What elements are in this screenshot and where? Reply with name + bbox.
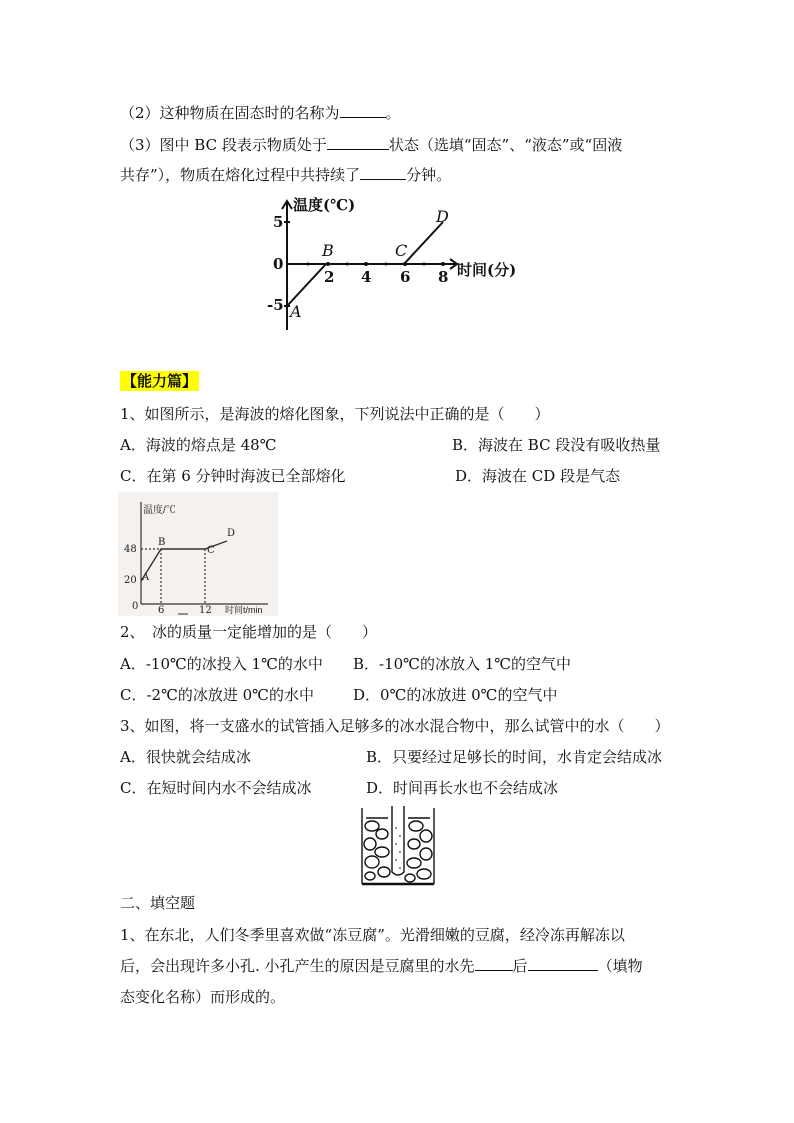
question-3-end: 分钟。 (406, 166, 452, 184)
ice-chunk (365, 872, 375, 880)
question-3-text-2: 共存”），物质在熔化过程中共持续了 (120, 166, 361, 184)
question-2-end: 。 (385, 104, 401, 122)
question-3-text: （3）图中 BC 段表示物质处于 (120, 136, 327, 154)
x-tick-label: 12 (199, 605, 212, 616)
x-tick-dot (307, 263, 310, 266)
ice-chunk (365, 856, 379, 868)
problem-2-option-d[interactable]: D．0℃的冰放进 0℃的空气中 (353, 686, 558, 704)
problem-1-option-a[interactable]: A．海波的熔点是 48℃ (120, 436, 277, 454)
water-dot (395, 843, 397, 845)
melting-chart-2 (118, 492, 278, 616)
y-axis-label: 温度/℃ (143, 505, 176, 516)
x-tick-label: 8 (438, 268, 449, 286)
y-tick-label: 48 (124, 544, 137, 555)
x-tick-label: 2 (324, 268, 335, 286)
question-3-line-1 (120, 135, 622, 155)
water-dot (395, 859, 397, 861)
point-label-a: A (142, 572, 150, 583)
question-3-text-cont: 状态（选填“固态”、“液态”或“固液 (388, 136, 623, 154)
problem-3-stem: 3、如图，将一支盛水的试管插入足够多的冰水混合物中，那么试管中的水（ ） (120, 717, 670, 735)
problem-1-option-d[interactable]: D．海波在 CD 段是气态 (455, 467, 621, 485)
x-tick-label: 4 (361, 268, 372, 286)
problem-1-stem: 1、如图所示，是海波的熔化图象，下列说法中正确的是（ ） (120, 405, 550, 423)
melting-chart-1 (260, 192, 540, 337)
x-tick-label: 6 (158, 605, 165, 616)
ability-heading: 【能力篇】 (122, 372, 198, 390)
x-tick-dot (346, 263, 349, 266)
x-tick-dot (423, 263, 426, 266)
y-tick-label: 20 (124, 575, 137, 586)
ice-chunk (407, 858, 421, 868)
fill-1-line-1: 1、在东北，人们冬季里喜欢做“冻豆腐”。光滑细嫩的豆腐，经冷冻再解冻以 (120, 926, 625, 944)
ice-chunk (408, 839, 420, 849)
ice-chunk (417, 869, 431, 879)
question-2-text: （2）这种物质在固态时的名称为 (120, 104, 340, 122)
x-axis-label: 时间t/min (225, 605, 263, 615)
water-dot (399, 851, 401, 853)
point-label-d: D (227, 528, 236, 539)
ice-chunk (375, 847, 389, 857)
problem-1-option-b[interactable]: B．海波在 BC 段没有吸收热量 (452, 436, 661, 454)
problem-1-option-c[interactable]: C．在第 6 分钟时海波已全部熔化 (120, 467, 346, 485)
y-tick-label: 0 (273, 255, 284, 273)
ice-chunk (378, 867, 390, 877)
y-tick-label: -5 (267, 296, 284, 314)
answer-blank[interactable] (360, 165, 406, 180)
x-axis-label: 时间(分) (457, 261, 517, 279)
point-label-c: C (395, 241, 408, 260)
fill-1-text-end: （填物 (597, 957, 643, 975)
ice-chunk (420, 830, 432, 842)
problem-3-option-b[interactable]: B．只要经过足够长的时间，水肯定会结成冰 (366, 748, 663, 766)
y-tick-label: 5 (273, 213, 284, 231)
x-tick-dot (326, 262, 330, 266)
x-tick-dot (385, 263, 388, 266)
x-tick-label: 6 (400, 268, 411, 286)
problem-2-option-c[interactable]: C．-2℃的冰放进 0℃的水中 (120, 686, 314, 704)
x-tick-dot (403, 262, 407, 266)
problem-2-stem: 2、 冰的质量一定能增加的是（ ） (120, 623, 378, 641)
answer-blank[interactable] (475, 956, 513, 971)
water-dot (399, 835, 401, 837)
ice-chunk (405, 874, 415, 882)
section-2-heading: 二、填空题 (120, 894, 196, 912)
ice-chunk (409, 821, 423, 831)
question-3-line-2 (120, 165, 451, 185)
fill-1-line-2 (120, 956, 643, 976)
problem-2-option-b[interactable]: B．-10℃的冰放入 1℃的空气中 (353, 655, 572, 673)
answer-blank[interactable] (528, 956, 598, 971)
x-tick-dot (364, 262, 368, 266)
ice-chunk (420, 848, 432, 860)
x-tick-dot (441, 262, 445, 266)
water-dot (395, 827, 397, 829)
y-tick-label: 0 (132, 601, 139, 612)
chart-background (118, 492, 278, 616)
ice-chunk (376, 829, 388, 839)
ice-chunk (365, 821, 379, 831)
point-label-b: B (158, 537, 166, 548)
problem-3-option-a[interactable]: A．很快就会结成冰 (120, 748, 251, 766)
answer-blank[interactable] (340, 103, 386, 118)
water-dot (399, 867, 401, 869)
problem-2-option-a[interactable]: A．-10℃的冰投入 1℃的水中 (120, 655, 323, 673)
problem-3-option-c[interactable]: C．在短时间内水不会结成冰 (120, 779, 312, 797)
fill-1-text-mid: 后 (512, 957, 528, 975)
point-label-b: B (322, 241, 334, 260)
test-tube (392, 806, 404, 875)
point-label-d: D (436, 207, 449, 226)
point-label-c: C (207, 545, 215, 556)
ice-chunk (364, 838, 376, 850)
y-axis-label: 温度(℃) (293, 196, 356, 214)
fill-1-line-3: 态变化名称）而形成的。 (120, 988, 286, 1006)
question-2 (120, 103, 401, 123)
beaker-figure (360, 806, 438, 886)
problem-3-option-d[interactable]: D．时间再长水也不会结成冰 (366, 779, 559, 797)
point-label-a: A (290, 302, 302, 321)
answer-blank[interactable] (327, 135, 389, 150)
fill-1-text: 后，会出现许多小孔. 小孔产生的原因是豆腐里的水先 (120, 957, 475, 975)
